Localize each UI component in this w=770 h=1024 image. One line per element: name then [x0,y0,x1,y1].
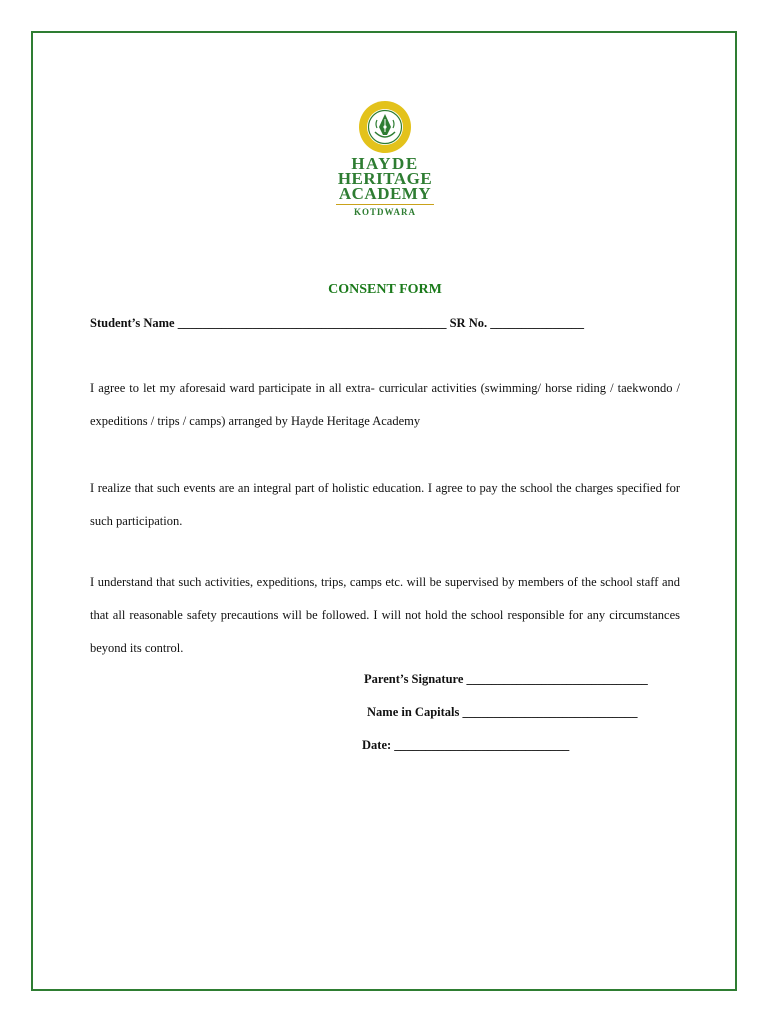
student-name-sr-no-field[interactable]: Student’s Name ___________________________________________ SR No. _______________ [90,316,584,330]
consent-paragraph-activities: I agree to let my aforesaid ward participate in all extra- curricular activities (swimming/ horse riding / taekwondo / expeditions / trips / camps) arranged by Hayde Heritage Academy [90,381,680,428]
date-field[interactable]: Date: ____________________________ [362,738,570,752]
consent-paragraph-supervision: I understand that such activities, expeditions, trips, camps etc. will be supervised by members of the school staff and that all reasonable safety precautions will be followed. I will not hold the school responsible for any circumstances beyond its control. [90,575,680,655]
logo-line-kotdwara: KOTDWARA [353,207,416,217]
pen-nib-emblem-icon [358,100,412,154]
logo-line-academy: ACADEMY [338,184,432,203]
school-logo [330,100,440,217]
logo-line-hayde: HAYDE [351,154,419,173]
parent-signature-field[interactable]: Parent’s Signature _____________________________ [364,672,648,686]
logo-line-heritage: HERITAGE [337,169,433,188]
consent-paragraph-charges: I realize that such events are an integral part of holistic education. I agree to pay the school the charges specified for such participation. [90,481,680,528]
logo-divider [336,204,434,205]
form-title: CONSENT FORM [328,282,442,297]
name-in-capitals-field[interactable]: Name in Capitals ____________________________ [367,705,638,719]
